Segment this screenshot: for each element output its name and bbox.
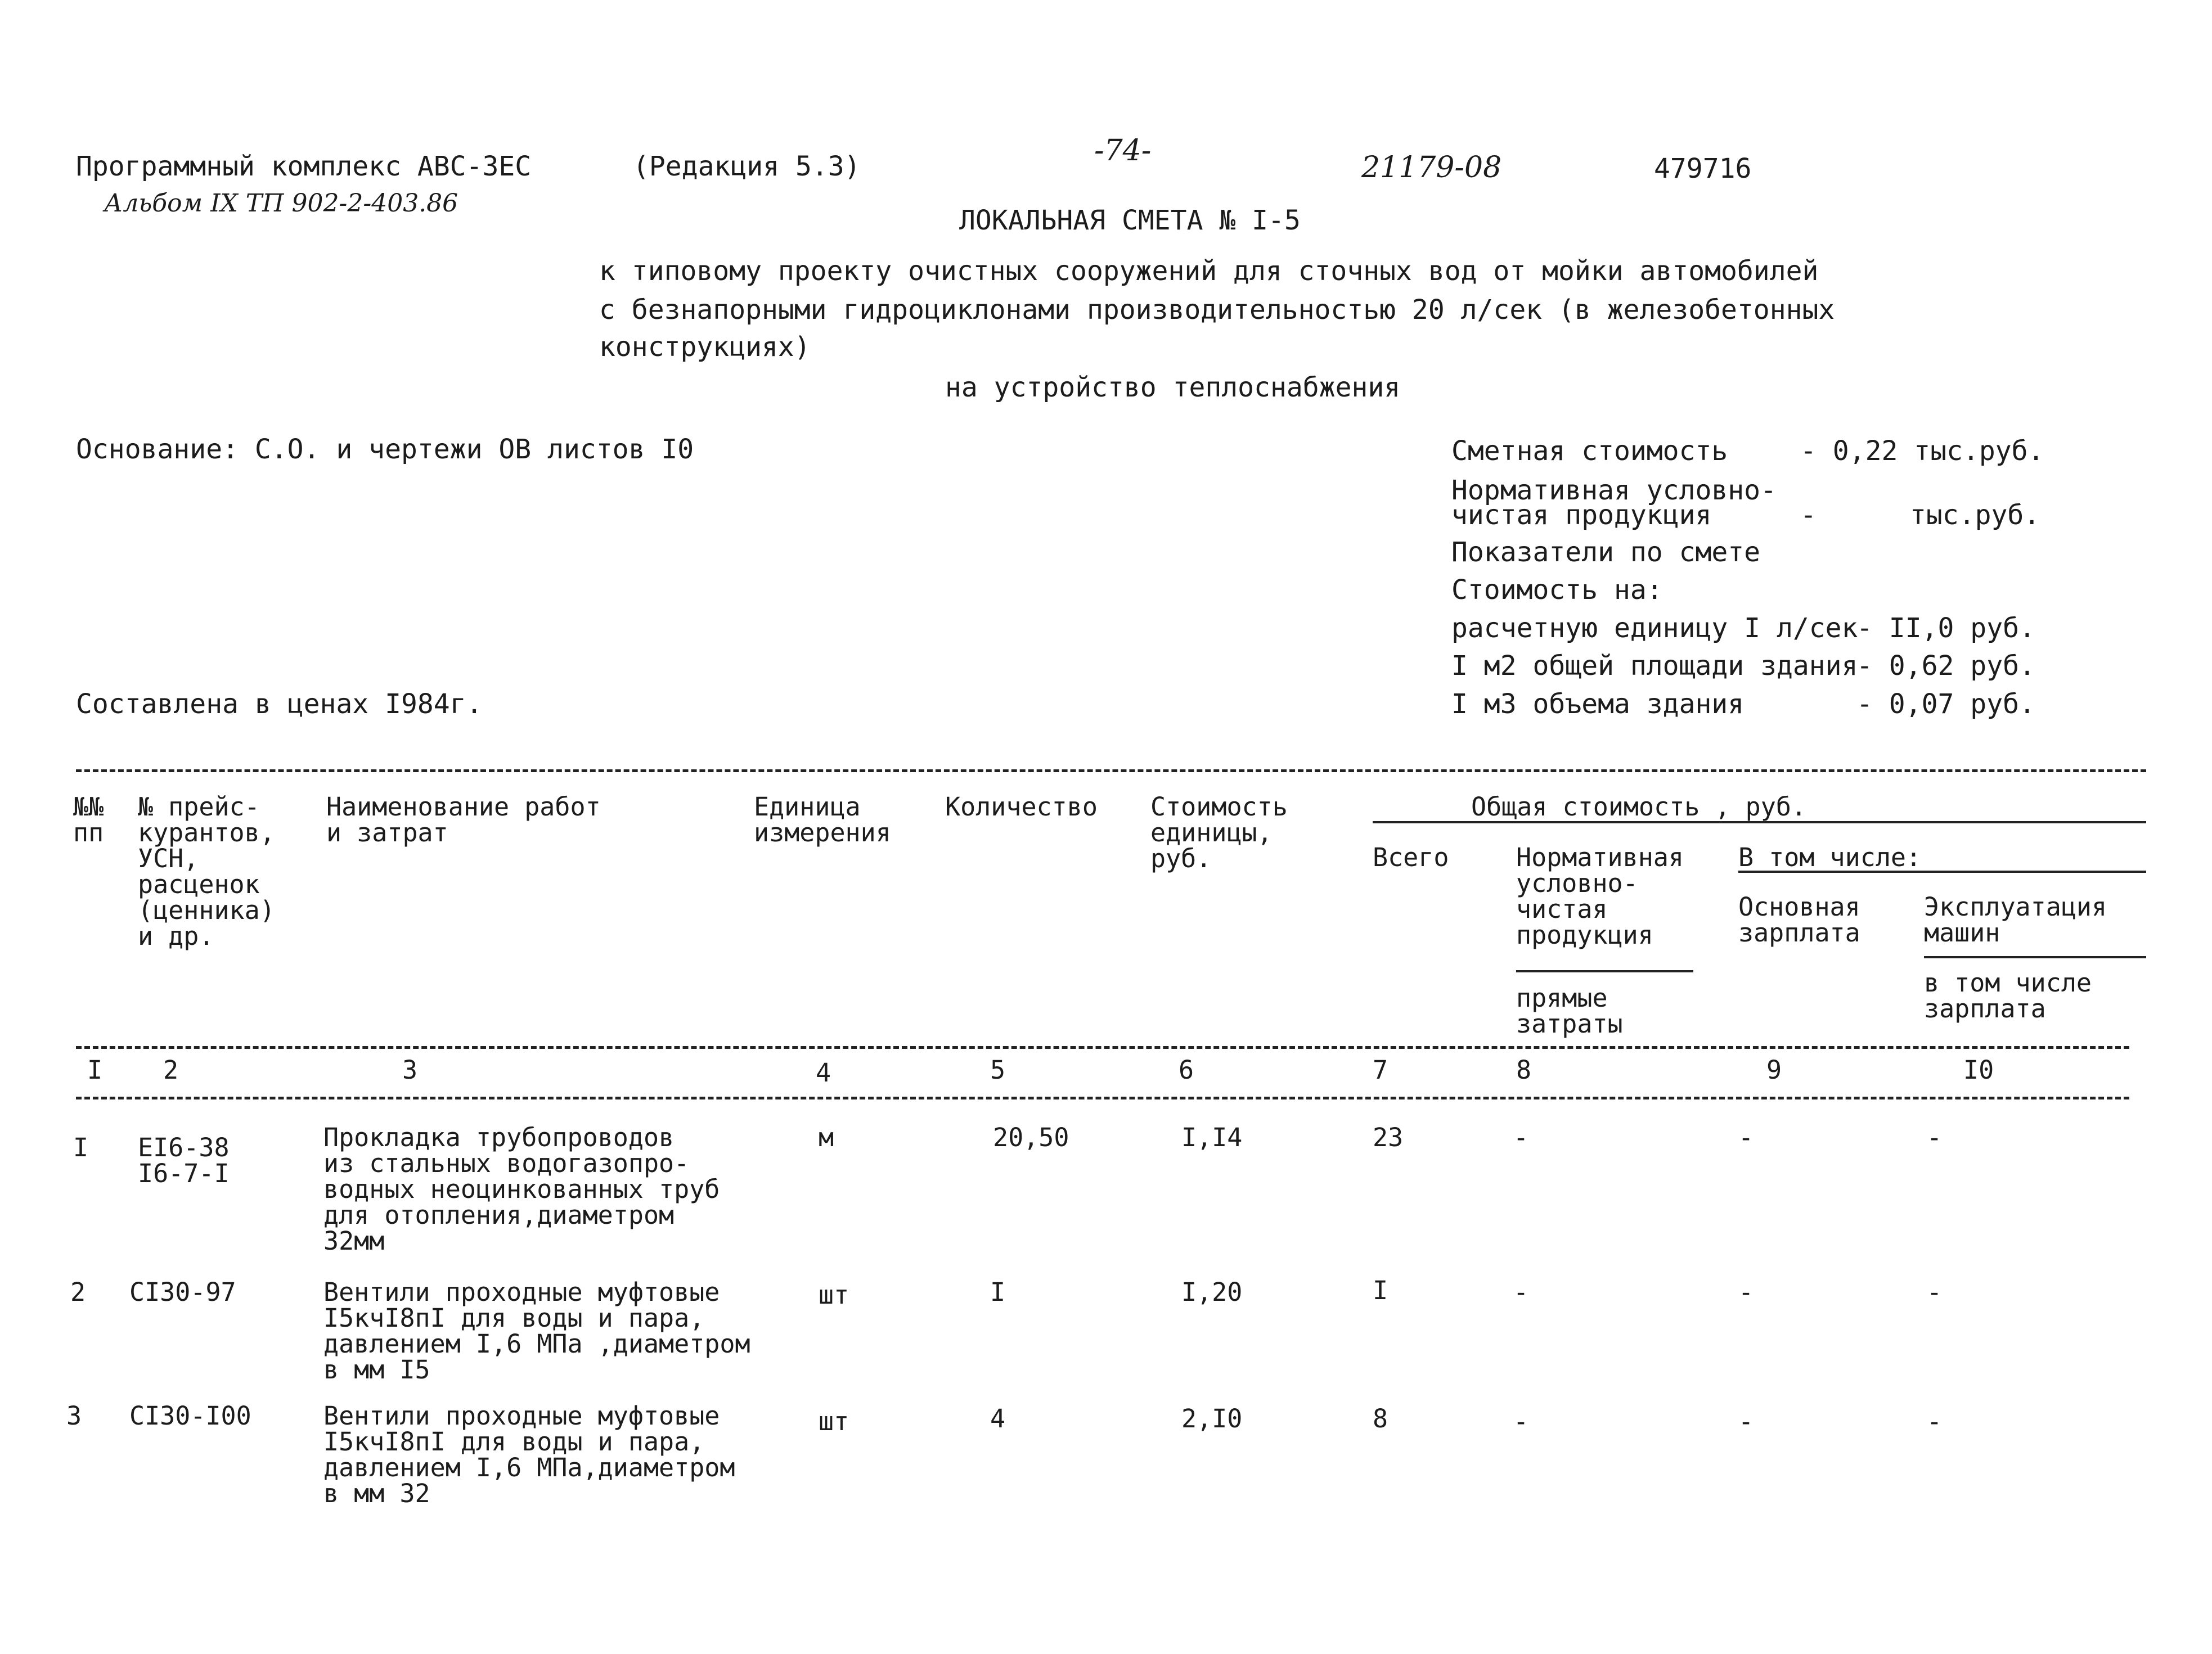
table-row-1-code: EI6-38 I6-7-I xyxy=(138,1133,230,1188)
column-number: 3 xyxy=(402,1055,418,1085)
table-row-3-unit: шт xyxy=(819,1407,849,1436)
page-number: -74- xyxy=(1094,134,1152,168)
table-row-2-number: 2 xyxy=(70,1277,86,1307)
table-row-1-salary: - xyxy=(1738,1123,1754,1152)
header-col-name: Наименование работ и затрат xyxy=(326,792,601,848)
header-col-total: Всего xyxy=(1373,842,1449,872)
header-col-machine-salary: в том числе зарплата xyxy=(1924,968,2092,1024)
machine-operation-rule xyxy=(1924,956,2146,958)
header-col-quantity: Количество xyxy=(945,792,1098,822)
including-rule xyxy=(1738,871,2146,873)
column-number: 5 xyxy=(990,1055,1006,1085)
column-number: 2 xyxy=(163,1055,179,1085)
normative-unit: тыс.руб. xyxy=(1910,499,2040,531)
table-row-3-total: 8 xyxy=(1373,1404,1388,1434)
table-row-2-salary: - xyxy=(1738,1277,1754,1307)
subtitle-line-2: с безнапорными гидроциклонами производительностью 20 л/сек (в железобетонных xyxy=(599,294,1835,326)
document-number: 479716 xyxy=(1654,153,1752,184)
column-number: 8 xyxy=(1516,1055,1532,1085)
table-row-3-quantity: 4 xyxy=(990,1404,1006,1434)
basis: Основание: С.О. и чертежи ОВ листов I0 xyxy=(76,434,694,465)
header-col-direct-costs: прямые затраты xyxy=(1516,983,1623,1039)
per-m3-value: - 0,07 руб. xyxy=(1856,688,2035,720)
table-row-3-machines: - xyxy=(1927,1407,1943,1436)
header-col-number: №№ пп xyxy=(73,792,104,848)
column-number: I xyxy=(87,1055,103,1085)
header-including: В том числе: xyxy=(1738,842,1922,872)
header-col-base-salary: Основная зарплата xyxy=(1738,892,1860,948)
table-row-2-total: I xyxy=(1373,1276,1388,1305)
header-col-unit-cost: Стоимость единицы, руб. xyxy=(1150,792,1288,873)
header-col-machine-operation: Эксплуатация машин xyxy=(1924,892,2107,948)
subtitle-line-3: конструкциях) xyxy=(599,331,811,363)
column-numbers-top-rule xyxy=(76,1046,2129,1049)
per-unit-label: расчетную единицу I л/сек xyxy=(1451,612,1858,644)
table-row-2-unit: шт xyxy=(819,1280,849,1310)
table-row-1-number: I xyxy=(73,1133,89,1162)
table-row-1-name: Прокладка трубопроводов из стальных водогазопро- водных неоцинкованных труб для отопления,диаметром 32мм xyxy=(323,1123,720,1256)
column-numbers-bottom-rule xyxy=(76,1097,2129,1099)
normative-label-1: Нормативная условно- xyxy=(1451,475,1777,506)
estimated-cost-label: Сметная стоимость xyxy=(1451,435,1728,467)
edition: (Редакция 5.3) xyxy=(633,151,861,182)
total-cost-rule xyxy=(1373,821,2146,823)
table-row-1-unit: м xyxy=(819,1123,834,1152)
table-row-1-total: 23 xyxy=(1373,1123,1404,1152)
subtitle-line-1: к типовому проекту очистных сооружений для сточных вод от мойки автомобилей xyxy=(599,255,1819,287)
table-top-rule xyxy=(76,769,2146,772)
project-code: 21179-08 xyxy=(1361,151,1502,184)
per-m2-value: - 0,62 руб. xyxy=(1856,650,2035,682)
column-number: 7 xyxy=(1373,1055,1388,1085)
album-note: Альбом IX ТП 902-2-403.86 xyxy=(104,189,458,218)
table-row-1-normative: - xyxy=(1513,1123,1529,1152)
column-number: 6 xyxy=(1179,1055,1194,1085)
table-row-2-normative: - xyxy=(1513,1277,1529,1307)
estimate-title: ЛОКАЛЬНАЯ СМЕТА № I-5 xyxy=(959,205,1301,236)
cost-per-label: Стоимость на: xyxy=(1451,574,1663,606)
table-row-2-code: CI30-97 xyxy=(129,1277,236,1307)
table-row-3-number: 3 xyxy=(66,1401,82,1431)
column-number: I0 xyxy=(1963,1055,1994,1085)
table-row-2-quantity: I xyxy=(990,1277,1006,1307)
estimated-cost-value: - 0,22 тыс.руб. xyxy=(1800,435,2044,467)
table-row-1-quantity: 20,50 xyxy=(993,1123,1069,1152)
table-row-2-machines: - xyxy=(1927,1277,1943,1307)
header-col-normative: Нормативная условно- чистая продукция xyxy=(1516,842,1684,950)
table-row-3-code: CI30-I00 xyxy=(129,1401,251,1431)
table-row-3-unit-cost: 2,I0 xyxy=(1181,1404,1243,1434)
normative-label-2: чистая продукция xyxy=(1451,499,1712,531)
prices-year: Составлена в ценах I984г. xyxy=(76,688,483,720)
indicators-label: Показатели по смете xyxy=(1451,537,1761,568)
normative-dash: - xyxy=(1800,499,1817,531)
table-row-3-normative: - xyxy=(1513,1407,1529,1436)
table-row-1-unit-cost: I,I4 xyxy=(1181,1123,1243,1152)
table-row-2-unit-cost: I,20 xyxy=(1181,1277,1243,1307)
table-row-1-machines: - xyxy=(1927,1123,1943,1152)
normative-rule xyxy=(1516,970,1693,972)
header-col-code: № прейс- курантов, УСН, расценок (ценника) и др. xyxy=(138,792,275,951)
per-m2-label: I м2 общей площади здания xyxy=(1451,650,1858,682)
header-col-unit: Единица измерения xyxy=(754,792,891,848)
column-number: 4 xyxy=(816,1058,831,1088)
column-number: 9 xyxy=(1766,1055,1782,1085)
table-row-3-salary: - xyxy=(1738,1407,1754,1436)
per-unit-value: - II,0 руб. xyxy=(1856,612,2035,644)
table-row-3-name: Вентили проходные муфтовые I5кчI8пI для воды и пара, давлением I,6 МПа,диаметром в мм 32 xyxy=(323,1401,735,1508)
table-row-2-name: Вентили проходные муфтовые I5кчI8пI для воды и пара, давлением I,6 МПа ,диаметром в мм I5 xyxy=(323,1277,750,1385)
per-m3-label: I м3 объема здания xyxy=(1451,688,1745,720)
header-total-cost: Общая стоимость , руб. xyxy=(1471,792,1807,822)
estimate-purpose: на устройство теплоснабжения xyxy=(945,372,1401,403)
program-name: Программный комплекс АВС-3ЕС xyxy=(76,151,532,182)
